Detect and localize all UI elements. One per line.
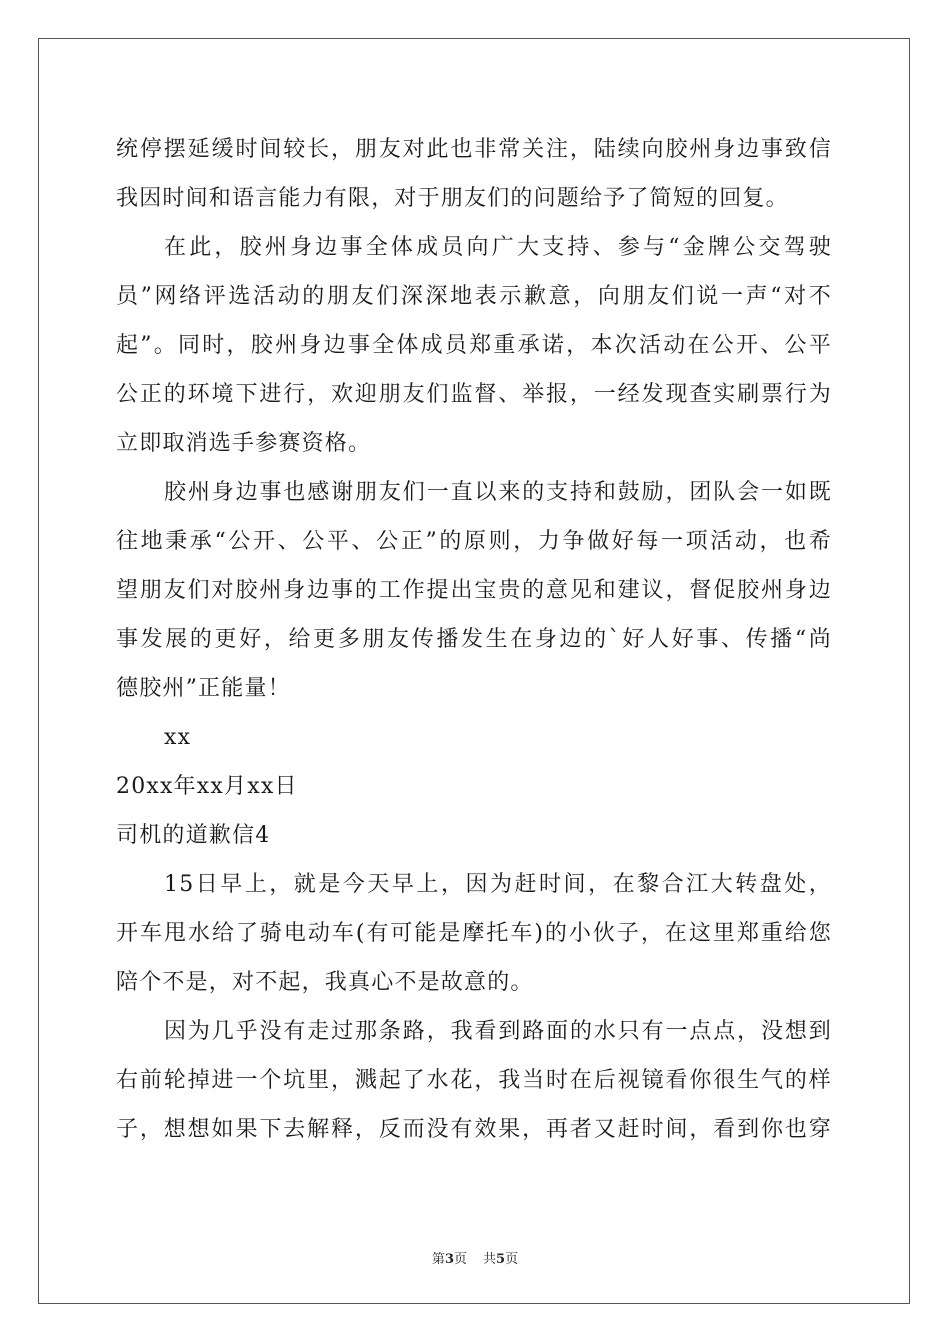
text-line: 我因时间和语言能力有限，对于朋友们的问题给予了简短的回复。 xyxy=(116,186,789,211)
document-body xyxy=(116,125,832,1154)
text-line: 员”网络评选活动的朋友们深深地表示歉意，向朋友们说一声“对不 xyxy=(116,284,832,309)
section-title: 司机的道歉信4 xyxy=(116,823,271,848)
text-line: 往地秉承“公开、公平、公正”的原则，力争做好每一项活动，也希 xyxy=(116,529,832,554)
text-line: 子，想想如果下去解释，反而没有效果，再者又赶时间，看到你也穿 xyxy=(116,1117,832,1142)
text-line: 起”。同时，胶州身边事全体成员郑重承诺，本次活动在公开、公平 xyxy=(116,333,832,358)
page-prefix: 第 xyxy=(431,1252,445,1267)
text-line: 立即取消选手参赛资格。 xyxy=(116,431,372,456)
page-suffix: 页 xyxy=(453,1252,467,1267)
text-line: 公正的环境下进行，欢迎朋友们监督、举报，一经发现查实刷票行为 xyxy=(116,382,832,407)
text-line: 开车甩水给了骑电动车(有可能是摩托车)的小伙子，在这里郑重给您 xyxy=(116,921,832,946)
text-line: 事发展的更好，给更多朋友传播发生在身边的`好人好事、传播“尚 xyxy=(116,627,832,652)
text-line: 右前轮掉进一个坑里，溅起了水花，我当时在后视镜看你很生气的样 xyxy=(116,1068,832,1093)
total-prefix: 共 xyxy=(483,1252,497,1267)
text-line: 望朋友们对胶州身边事的工作提出宝贵的意见和建议，督促胶州身边 xyxy=(116,578,832,603)
current-page-number: 3 xyxy=(444,1252,454,1267)
text-line: 胶州身边事也感谢朋友们一直以来的支持和鼓励，团队会一如既 xyxy=(164,480,832,505)
text-line: 在此，胶州身边事全体成员向广大支持、参与“金牌公交驾驶 xyxy=(164,235,832,260)
text-line: 德胶州”正能量！ xyxy=(116,676,291,701)
total-suffix: 页 xyxy=(505,1252,519,1267)
total-page-number: 5 xyxy=(496,1252,506,1267)
text-line: 统停摆延缓时间较长，朋友对此也非常关注，陆续向胶州身边事致信 xyxy=(116,137,832,162)
signature-name: xx xyxy=(164,725,192,750)
text-line: 因为几乎没有走过那条路，我看到路面的水只有一点点，没想到 xyxy=(164,1019,832,1044)
page-footer xyxy=(0,1248,950,1267)
text-line: 15日早上，就是今天早上，因为赶时间，在黎合江大转盘处， xyxy=(164,872,832,897)
signature-date: 20xx年xx月xx日 xyxy=(116,774,298,799)
text-line: 陪个不是，对不起，我真心不是故意的。 xyxy=(116,970,534,995)
